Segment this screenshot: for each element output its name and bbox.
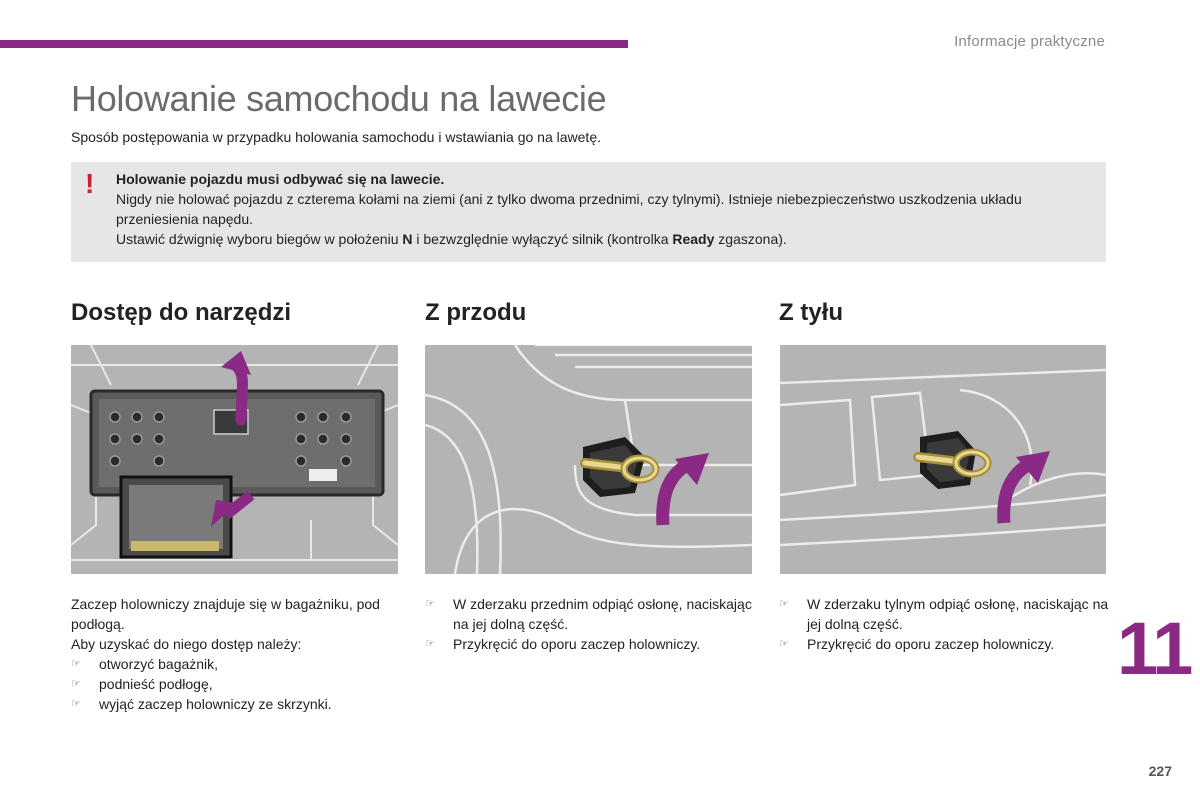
chapter-number: 11 bbox=[1117, 607, 1192, 690]
tools-steps-list bbox=[71, 654, 401, 714]
pointing-hand-icon: ☞ bbox=[425, 598, 435, 610]
ready-indicator-label: Ready bbox=[672, 231, 715, 247]
list-item bbox=[71, 694, 401, 714]
warning-line2-text: zgaszona). bbox=[714, 231, 787, 247]
list-item bbox=[71, 674, 401, 694]
pointing-hand-icon: ☞ bbox=[71, 678, 81, 690]
tools-heading: Dostęp do narzędzi bbox=[71, 299, 292, 326]
warning-line2-text: Ustawić dźwignię wyboru biegów w położeniu bbox=[116, 231, 403, 247]
warning-box bbox=[71, 162, 1106, 262]
list-item bbox=[71, 654, 401, 674]
header-accent-bar bbox=[0, 40, 628, 48]
front-bumper-illustration bbox=[425, 345, 752, 574]
warning-line2 bbox=[116, 229, 1091, 249]
list-item bbox=[779, 594, 1109, 634]
gear-position-label: N bbox=[402, 231, 413, 247]
pointing-hand-icon: ☞ bbox=[779, 638, 789, 650]
list-item bbox=[425, 634, 755, 654]
tools-para2: Aby uzyskać do niego dostęp należy: bbox=[71, 636, 302, 652]
warning-line2-text: i bezwzględnie wyłączyć silnik (kontrolka bbox=[412, 231, 673, 247]
pointing-hand-icon: ☞ bbox=[425, 638, 435, 650]
warning-title: Holowanie pojazdu musi odbywać się na lawecie. bbox=[116, 171, 445, 187]
front-text bbox=[425, 594, 755, 654]
rear-text bbox=[779, 594, 1109, 654]
tools-para1: Zaczep holowniczy znajduje się w bagażniku, pod podłogą. bbox=[71, 596, 380, 632]
list-item bbox=[779, 634, 1109, 654]
front-steps-list bbox=[425, 594, 755, 654]
list-item-text: otworzyć bagażnik, bbox=[99, 656, 219, 672]
rear-heading: Z tyłu bbox=[779, 299, 843, 326]
list-item bbox=[425, 594, 755, 634]
list-item-text: Przykręcić do oporu zaczep holowniczy. bbox=[453, 636, 701, 652]
list-item-text: podnieść podłogę, bbox=[99, 676, 213, 692]
page-number: 227 bbox=[1148, 763, 1172, 779]
pointing-hand-icon: ☞ bbox=[71, 658, 81, 670]
rear-steps-list bbox=[779, 594, 1109, 654]
rear-bumper-illustration bbox=[780, 345, 1106, 574]
tools-text bbox=[71, 594, 401, 714]
list-item-text: wyjąć zaczep holowniczy ze skrzynki. bbox=[99, 696, 332, 712]
list-item-text: W zderzaku przednim odpiąć osłonę, naciskając na jej dolną część. bbox=[453, 596, 752, 632]
warning-body bbox=[116, 169, 1091, 249]
page-title: Holowanie samochodu na lawecie bbox=[71, 78, 607, 119]
front-heading: Z przodu bbox=[425, 299, 527, 326]
warning-line1: Nigdy nie holować pojazdu z czterema kołami na ziemi (ani z tylko dwoma przednimi, czy tylnymi). Istnieje niebezpieczeństwo uszkodzenia układu przeniesienia napędu. bbox=[116, 191, 1022, 227]
pointing-hand-icon: ☞ bbox=[71, 698, 81, 710]
section-name: Informacje praktyczne bbox=[954, 33, 1105, 50]
intro-text: Sposób postępowania w przypadku holowania samochodu i wstawiania go na lawetę. bbox=[71, 129, 601, 145]
warning-icon: ! bbox=[85, 168, 95, 199]
list-item-text: Przykręcić do oporu zaczep holowniczy. bbox=[807, 636, 1055, 652]
pointing-hand-icon: ☞ bbox=[779, 598, 789, 610]
trunk-floor-illustration bbox=[71, 345, 398, 574]
list-item-text: W zderzaku tylnym odpiąć osłonę, naciskając na jej dolną część. bbox=[807, 596, 1109, 632]
